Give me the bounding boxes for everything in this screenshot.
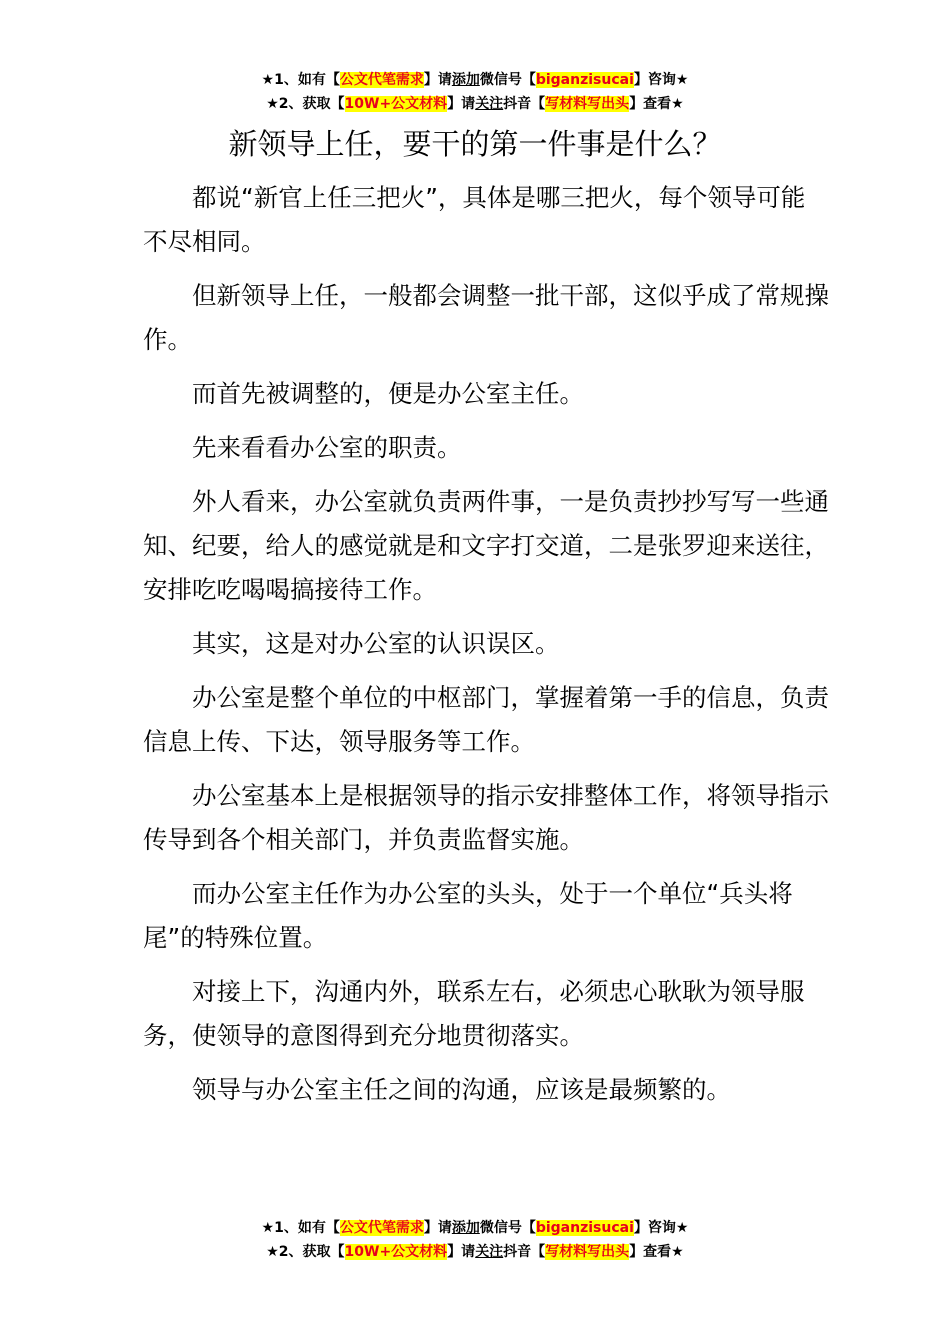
- paragraph: 先来看看办公室的职责。: [192, 433, 462, 462]
- banner-line-2: [0, 1240, 950, 1264]
- paragraph: 领导与办公室主任之间的沟通，应该是最频繁的。: [192, 1075, 731, 1104]
- banner-underlined: 关注: [475, 1244, 504, 1260]
- banner-text: ★1、如有【: [261, 1220, 340, 1236]
- paragraph: 而首先被调整的，便是办公室主任。: [192, 379, 584, 408]
- banner-highlight: 公文代笔需求: [339, 1220, 424, 1236]
- paragraph: 但新领导上任，一般都会调整一批干部，这似乎成了常规操作。: [143, 281, 829, 354]
- paragraph: 其实，这是对办公室的认识误区。: [192, 629, 560, 658]
- banner-text: 】咨询★: [633, 72, 689, 88]
- banner-line-2: [0, 92, 950, 116]
- footer-banner: [0, 1216, 950, 1264]
- banner-text: 抖音【: [503, 96, 546, 112]
- header-banner: [0, 68, 950, 116]
- paragraph: 对接上下，沟通内外，联系左右，必须忠心耿耿为领导服务，使领导的意图得到充分地贯彻落实。: [143, 977, 805, 1050]
- banner-text: 】查看★: [629, 96, 684, 112]
- banner-underlined: 关注: [475, 96, 504, 112]
- banner-line-1: [0, 1216, 950, 1240]
- banner-text: 】请: [423, 1220, 452, 1236]
- banner-text: 抖音【: [503, 1244, 546, 1260]
- banner-highlight: 写材料写出头: [545, 96, 630, 112]
- banner-text: ★2、获取【: [266, 96, 345, 112]
- banner-highlight: biganzisucai: [535, 1220, 634, 1236]
- banner-highlight: 公文代笔需求: [339, 72, 424, 88]
- banner-highlight: 10W+公文材料: [344, 1244, 448, 1260]
- banner-highlight: biganzisucai: [535, 72, 634, 88]
- banner-underlined: 添加: [451, 72, 480, 88]
- banner-text: ★1、如有【: [261, 72, 340, 88]
- banner-text: 微信号【: [479, 72, 536, 88]
- paragraph: 而办公室主任作为办公室的头头，处于一个单位“兵头将尾”的特殊位置。: [143, 879, 793, 952]
- banner-text: 】请: [447, 96, 476, 112]
- paragraph: 办公室基本上是根据领导的指示安排整体工作，将领导指示传导到各个相关部门，并负责监督实施。: [143, 781, 829, 854]
- banner-highlight: 写材料写出头: [545, 1244, 630, 1260]
- banner-text: 】查看★: [629, 1244, 684, 1260]
- banner-text: 】咨询★: [633, 1220, 689, 1236]
- paragraph: 办公室是整个单位的中枢部门，掌握着第一手的信息，负责信息上传、下达，领导服务等工作。: [143, 683, 829, 756]
- paragraph: 都说“新官上任三把火”，具体是哪三把火，每个领导可能不尽相同。: [143, 183, 806, 256]
- banner-underlined: 添加: [451, 1220, 480, 1236]
- banner-text: 】请: [447, 1244, 476, 1260]
- banner-line-1: [0, 68, 950, 92]
- banner-text: ★2、获取【: [266, 1244, 345, 1260]
- page-title: 新领导上任，要干的第一件事是什么？: [228, 127, 722, 161]
- paragraph: 外人看来，办公室就负责两件事，一是负责抄抄写写一些通知、纪要，给人的感觉就是和文字打交道，二是张罗迎来送往，安排吃吃喝喝搞接待工作。: [143, 487, 829, 604]
- banner-text: 微信号【: [479, 1220, 536, 1236]
- banner-highlight: 10W+公文材料: [344, 96, 448, 112]
- article-body: [143, 176, 829, 1122]
- banner-text: 】请: [423, 72, 452, 88]
